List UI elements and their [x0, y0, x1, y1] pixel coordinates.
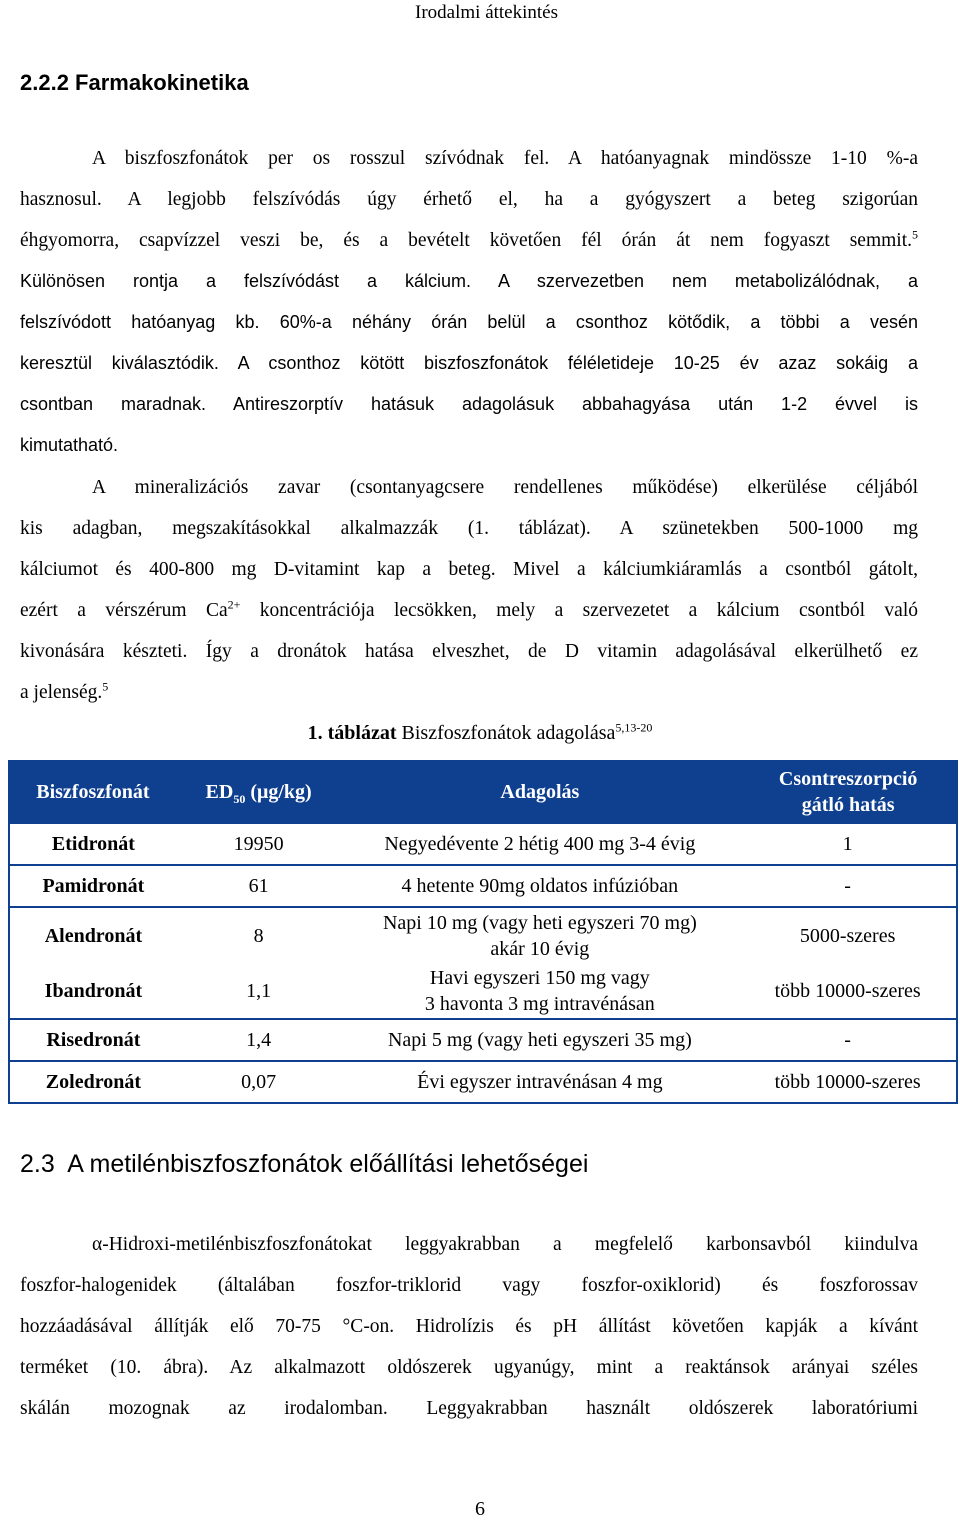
text-line: keresztül kiválasztódik. A csonthoz kötött biszfoszfonátok féléletideje 10-25 év azaz sokáig a — [20, 353, 918, 373]
cell-potency: 1 — [739, 823, 957, 865]
paragraph-synthesis — [20, 1224, 918, 1429]
table-row — [9, 907, 957, 963]
text-line: csontban maradnak. Antireszorptív hatásuk adagolásuk abbahagyása után 1-2 évvel is — [20, 394, 918, 414]
cell-drug: Pamidronát — [9, 865, 177, 907]
cell-dosing: Negyedévente 2 hétig 400 mg 3-4 évig — [340, 823, 739, 865]
text-line: kis adagban, megszakításokkal alkalmazzák (1. táblázat). A szünetekben 500-1000 mg — [20, 518, 918, 539]
cell-dosing: Napi 5 mg (vagy heti egyszeri 35 mg) — [340, 1019, 739, 1061]
page-number: 6 — [475, 1498, 485, 1520]
calcium-charge: 2+ — [227, 597, 241, 612]
text-line: terméket (10. ábra). Az alkalmazott oldószerek ugyanúgy, mint a reaktánsok arányai széles — [20, 1357, 918, 1378]
table-row — [9, 1061, 957, 1103]
cell-drug: Ibandronát — [9, 963, 177, 1019]
text-line: kivonására készteti. Így a dronátok hatása elveszhet, de D vitamin adagolásával elkerülhető ez — [20, 641, 918, 662]
cell-ed50: 8 — [253, 924, 264, 947]
section-heading-synthesis: 2.3 A metilénbiszfoszfonátok előállítási lehetőségei — [20, 1150, 589, 1178]
header-dosing: Adagolás — [340, 761, 739, 823]
cell-ed50: 1,4 — [177, 1019, 341, 1061]
section-heading-pharmacokinetics: 2.2.2 Farmakokinetika — [20, 70, 249, 95]
caption-number: 1. — [307, 722, 323, 744]
table-row — [9, 823, 957, 865]
cell-drug: Etidronát — [9, 823, 177, 865]
text-line: hasznosul. A legjobb felszívódás úgy érhető el, ha a gyógyszert a beteg szigorúan — [20, 189, 918, 210]
cell-drug: Zoledronát — [9, 1061, 177, 1103]
cell-potency: több 10000-szeres — [739, 1061, 957, 1103]
caption-text: Biszfoszfonátok adagolása — [401, 722, 616, 744]
reference-superscript: 5 — [102, 679, 109, 694]
text-line: felszívódott hatóanyag kb. 60%-a néhány órán belül a csonthoz kötődik, a többi a vesén — [20, 312, 918, 332]
paragraph-mineralization — [20, 467, 918, 713]
running-header: Irodalmi áttekintés — [415, 2, 558, 23]
cell-dosing: Napi 10 mg (vagy heti egyszeri 70 mg) akár 10 évig — [382, 911, 697, 960]
table-row — [9, 865, 957, 907]
text-line: A mineralizációs zavar (csontanyagcsere rendellenes működése) elkerülése céljából — [92, 477, 918, 498]
text-line: Különösen rontja a felszívódást a kálcium. A szervezetben nem metabolizálódnak, a — [20, 271, 918, 291]
header-drug: Biszfoszfonát — [9, 761, 177, 823]
text-line: hozzáadásával állítják elő 70-75 °C-on. Hidrolízis és pH állítást követően kapják a kívánt — [20, 1316, 918, 1337]
table-caption — [0, 722, 960, 745]
cell-dosing: 4 hetente 90mg oldatos infúzióban — [340, 865, 739, 907]
cell-ed50: 61 — [177, 865, 341, 907]
cell-potency: - — [739, 1019, 957, 1061]
reference-superscript: 5 — [912, 227, 918, 242]
text-line: foszfor-halogenidek (általában foszfor-triklorid vagy foszfor-oxiklorid) és foszforossav — [20, 1275, 918, 1296]
cell-ed50: 1,1 — [177, 963, 341, 1019]
text-line: α-Hidroxi-metilénbiszfoszfonátokat leggyakrabban a megfelelő karbonsavból kiindulva — [92, 1234, 918, 1255]
table-row — [9, 963, 957, 1019]
text-line: kálciumot és 400-800 mg D-vitamint kap a beteg. Mivel a kálciumkiáramlás a csontból gátolt, — [20, 559, 918, 580]
cell-dosing: Havi egyszeri 150 mg vagy 3 havonta 3 mg intravénásan — [340, 963, 739, 1019]
table-row — [9, 1019, 957, 1061]
text-line: ezért a vérszérum $Ca^{2+}$ koncentrációja lecsökken, mely a szervezetet a kálcium csontból való — [20, 597, 918, 621]
text-line: a jelenség.$^5$ — [20, 679, 109, 703]
cell-drug: Alendronát — [9, 907, 177, 963]
cell-potency: több 10000-szeres — [739, 963, 957, 1019]
paragraph-absorption — [20, 138, 918, 466]
cell-drug: Risedronát — [9, 1019, 177, 1061]
header-potency: Csontreszorpció gátló hatás — [739, 761, 957, 823]
text-line: skálán mozognak az irodalomban. Leggyakrabban használt oldószerek laboratóriumi — [20, 1398, 918, 1419]
text-line: A biszfoszfonátok per os rosszul szívódnak fel. A hatóanyagnak mindössze 1-10 %-a — [92, 148, 918, 169]
cell-ed50: 19950 — [177, 823, 341, 865]
caption-references: 5,13-20 — [615, 720, 653, 735]
cell-ed50: 0,07 — [177, 1061, 341, 1103]
text-line: éhgyomorra, csapvízzel veszi be, és a bevételt követően fél órán át nem fogyaszt semmit.$^5$ — [20, 227, 918, 251]
header-ed50: $ED_{50}$ (μg/kg) — [177, 761, 341, 823]
table-header-row — [9, 761, 957, 823]
text-line: kimutatható. — [20, 435, 119, 455]
dosing-table — [8, 760, 958, 1104]
cell-potency: 5000-szeres — [739, 907, 957, 963]
caption-label: táblázat — [327, 722, 397, 744]
cell-potency: - — [739, 865, 957, 907]
cell-dosing: Évi egyszer intravénásan 4 mg — [340, 1061, 739, 1103]
